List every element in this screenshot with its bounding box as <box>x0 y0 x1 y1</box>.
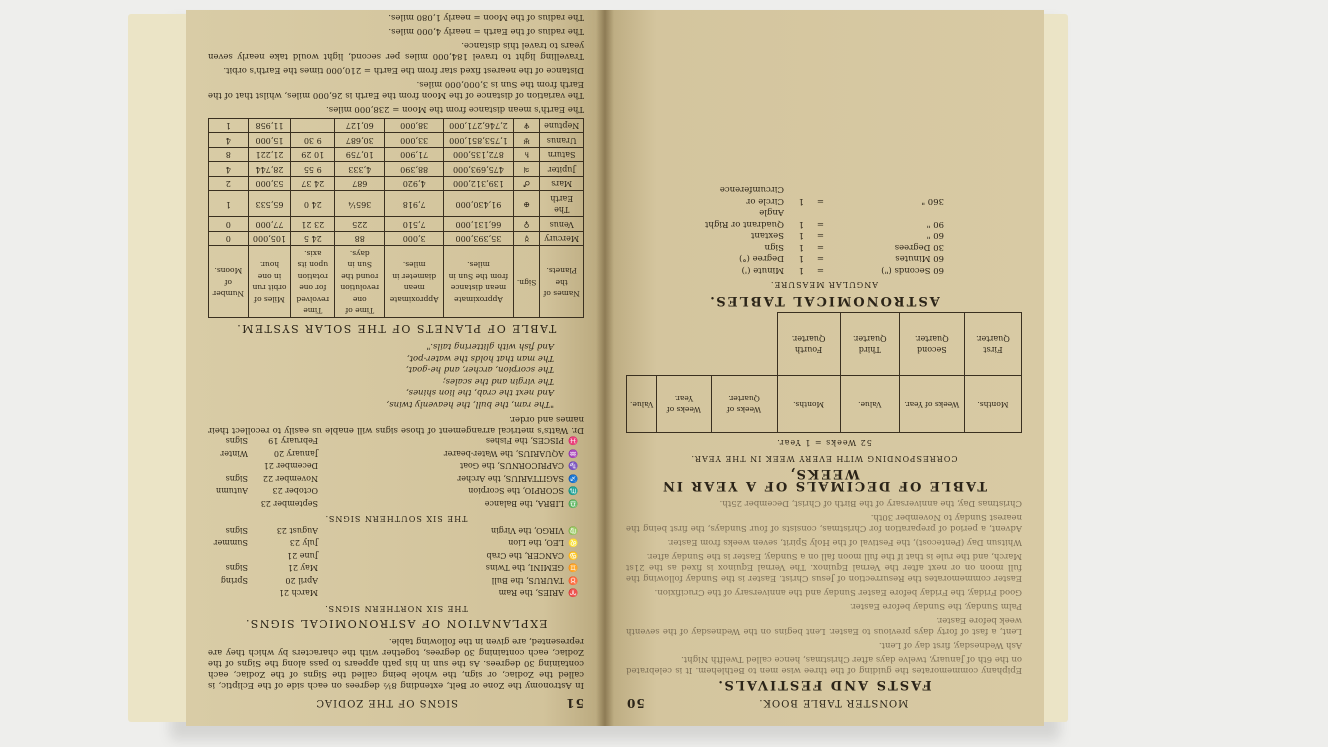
decimals-column-header: Value. <box>840 376 899 433</box>
quarter-label: Fourth Quarter. <box>777 313 840 376</box>
zodiac-symbol: ♒ <box>568 449 578 458</box>
planet-cell: 139,312,000 <box>444 177 514 192</box>
planet-cell: 91,430,000 <box>444 191 514 217</box>
angular-left: 60 Minutes <box>895 253 944 264</box>
planet-cell: 2,746,271,000 <box>444 119 514 134</box>
planet-cell: 24 37 <box>291 177 335 192</box>
zodiac-season: Spring <box>220 576 248 585</box>
zodiac-season: Signs <box>225 563 248 573</box>
planet-cell: 38,000 <box>385 119 444 134</box>
planet-cell: ♅ <box>513 133 540 148</box>
zodiac-date: April 20 <box>285 576 318 585</box>
angular-unit: Minute (') <box>741 265 784 275</box>
decimals-table <box>626 312 1022 433</box>
planet-cell: 30,687 <box>335 133 385 148</box>
fasts-heading: FASTS AND FESTIVALS. <box>716 677 932 693</box>
zodiac-symbol: ♐ <box>568 474 578 483</box>
planet-cell: 71,900 <box>385 148 444 163</box>
planet-cell: 60,127 <box>335 119 385 134</box>
angular-measure-list <box>704 183 944 275</box>
planet-cell: 8 <box>209 148 249 163</box>
planet-cell: 88 <box>335 232 385 247</box>
planet-cell: 21,221 <box>248 148 291 163</box>
planet-cell: 1 <box>209 191 249 217</box>
zodiac-symbol: ♉ <box>568 576 578 585</box>
angular-unit: Circle or Circumference <box>719 184 784 206</box>
planet-cell: 1,753,851,000 <box>444 133 514 148</box>
angular-equals: = <box>816 219 824 229</box>
planet-cell: 4,333 <box>335 162 385 177</box>
zodiac-date: December 21 <box>263 461 318 471</box>
angular-equals: = <box>816 242 824 252</box>
planet-cell: 7,918 <box>385 191 444 217</box>
angular-unit: Degree (°) <box>739 253 784 264</box>
planet-cell <box>291 119 335 134</box>
angular-equals: = <box>816 265 824 275</box>
planet-cell: 2 <box>209 177 249 192</box>
footnote: Distance of the nearest fixed star from the Earth = 210,000 times the Earth's orbit. <box>223 65 584 75</box>
decimals-note: 52 Weeks = 1 Year. <box>776 438 872 448</box>
planet-cell: 11,958 <box>248 119 291 134</box>
zodiac-date: January 20 <box>273 449 318 458</box>
planet-cell: Saturn <box>540 148 584 163</box>
poem-line: And next the crab, the lion shines, <box>405 387 554 398</box>
zodiac-symbol: ♑ <box>568 461 578 471</box>
angular-left: 30 Degrees <box>894 242 944 252</box>
planets-column-header: Time of one revolution round the Sun in days. <box>335 246 385 318</box>
zodiac-intro: In Astronomy the Zone or Belt, extending 8½ degrees on each side of the Ecliptic, is called the Zodiac, or sign, the whole being called the Signs of the Zodiac, each containing 30 degrees. As the sun in his path appears to pass along the Signs of the Zodiac, each containing 30 degrees, together with the characters by which they are represented, are given in the following table. <box>208 636 584 691</box>
footnote: The Earth's mean distance from the Moon = 238,000 miles. <box>326 104 584 114</box>
zodiac-name: TAURUS, the Bull <box>491 576 564 585</box>
angular-unit: Sign <box>764 242 784 252</box>
planet-cell: Uranus <box>540 133 584 148</box>
zodiac-poem <box>238 340 554 409</box>
planets-table-body <box>209 119 584 247</box>
planet-cell: Venus <box>540 217 584 232</box>
zodiac-date: June 21 <box>287 551 318 560</box>
zodiac-symbol: ♓ <box>568 436 578 446</box>
planet-row <box>209 191 584 217</box>
northern-heading: THE SIX NORTHERN SIGNS. <box>324 604 468 613</box>
angular-value: 1 <box>798 196 804 206</box>
planet-cell: Mercury <box>540 232 584 247</box>
zodiac-name: VIRGO, the Virgin <box>490 526 564 535</box>
angular-heading: ANGULAR MEASURE. <box>770 280 879 290</box>
book-gutter <box>596 10 614 726</box>
zodiac-symbol: ♎ <box>568 499 578 508</box>
planet-cell: 15,000 <box>248 133 291 148</box>
zodiac-date: February 19 <box>268 436 318 446</box>
angular-value: 1 <box>798 219 804 229</box>
planet-cell: 872,135,000 <box>444 148 514 163</box>
southern-heading: THE SIX SOUTHERN SIGNS. <box>324 514 468 524</box>
zodiac-date: November 22 <box>262 474 318 483</box>
zodiac-date: July 23 <box>289 538 318 548</box>
planet-row <box>209 133 584 148</box>
planet-cell: 9 55 <box>291 162 335 177</box>
planet-cell: 4 <box>209 162 249 177</box>
zodiac-season: Signs <box>225 526 248 535</box>
planet-cell: ♆ <box>513 119 540 134</box>
planet-cell: 365¼ <box>335 191 385 217</box>
right-running-head <box>626 697 1022 709</box>
zodiac-season <box>208 498 248 510</box>
footnote: The variation of distance of the Moon from the Earth is 26,000 miles, whilst that of the Earth from the Sun is 3,000,000 miles. <box>208 79 584 100</box>
planet-cell: 35,393,000 <box>444 232 514 247</box>
zodiac-date: August 23 <box>276 526 318 535</box>
angular-equals: = <box>816 230 824 241</box>
angular-value: 1 <box>798 265 804 275</box>
zodiac-symbol: ♈ <box>568 588 578 598</box>
planet-cell: 4 <box>209 133 249 148</box>
zodiac-date: May 21 <box>287 563 318 573</box>
quarter-label: Third Quarter. <box>840 313 899 376</box>
planet-cell: The Earth <box>540 191 584 217</box>
left-page-number: 51 <box>565 696 584 710</box>
planet-cell: Neptune <box>540 119 584 134</box>
planets-column-header: Approximate mean diameter in miles. <box>385 246 444 318</box>
angular-equals: = <box>816 196 824 206</box>
zodiac-symbol: ♏ <box>568 486 578 496</box>
decimals-row <box>627 313 1022 376</box>
zodiac-season: Signs <box>225 474 248 483</box>
planet-cell: 475,693,000 <box>444 162 514 177</box>
zodiac-name: CANCER, the Crab <box>486 551 564 560</box>
fasts-paragraph: Good Friday, the Friday before Easter Sunday and the anniversary of the Crucifixion. <box>654 587 1022 597</box>
planets-column-header: Approximate mean distance from the Sun in miles. <box>444 246 514 318</box>
planet-cell: 23 21 <box>291 217 335 232</box>
angular-unit: Quadrant or Right Angle <box>704 207 784 229</box>
zodiac-name: AQUARIUS, the Water-bearer <box>443 449 564 458</box>
planets-heading: TABLE OF PLANETS OF THE SOLAR SYSTEM. <box>235 322 557 335</box>
right-running-title: MONSTER TABLE BOOK. <box>758 697 909 708</box>
planets-column-header: Sign. <box>513 246 540 318</box>
planet-row <box>209 119 584 134</box>
decimals-column-header: Weeks of Year. <box>899 376 964 433</box>
zodiac-season: Signs <box>225 436 248 446</box>
fasts-paragraph: Lent, a fast of forty days previous to Easter. Lent begins on the Wednesday of the seventh week before Easter. <box>626 615 1022 636</box>
decimals-column-header: Months. <box>964 376 1021 433</box>
decimals-subheading: CORRESPONDING WITH EVERY WEEK IN THE YEAR. <box>690 454 958 463</box>
zodiac-name: LEO, the Lion <box>508 538 564 548</box>
right-page-number: 50 <box>626 696 645 710</box>
planet-cell: 0 <box>209 232 249 247</box>
fasts-paragraph: Advent, a period of preparation for Christmas, consists of four Sundays, the first being the nearest Sunday to November 30th. <box>626 512 1022 533</box>
planet-cell: 24 0 <box>291 191 335 217</box>
angular-left: 60 Seconds (") <box>881 265 944 275</box>
fasts-paragraph: Christmas Day, the anniversary of the Birth of Christ, December 25th. <box>719 498 1022 508</box>
poem-line: The scorpion, archer, and he-goat, <box>405 364 554 375</box>
planet-cell: ♄ <box>513 148 540 163</box>
planet-row <box>209 162 584 177</box>
planet-cell: 7,510 <box>385 217 444 232</box>
right-page-content <box>604 10 1044 726</box>
angular-value: 1 <box>798 253 804 264</box>
fasts-paragraph: Epiphany commemorates the guiding of the three wise men to Bethlehem. It is celebrated on the 6th of January, twelve days after Christmas, hence called Twelfth Night. <box>626 654 1022 675</box>
zodiac-symbol: ♌ <box>568 538 578 548</box>
quarter-label: Second Quarter. <box>899 313 964 376</box>
planet-cell: 4,920 <box>385 177 444 192</box>
planet-cell: 65,533 <box>248 191 291 217</box>
planet-cell: 0 <box>209 217 249 232</box>
planet-cell: 33,000 <box>385 133 444 148</box>
angular-value: 1 <box>798 242 804 252</box>
right-page <box>604 10 1044 726</box>
zodiac-season <box>208 460 248 472</box>
planet-cell: ⊕ <box>513 191 540 217</box>
zodiac-name: PISCES, the Fishes <box>485 436 564 446</box>
planet-cell: 1 <box>209 119 249 134</box>
zodiac-date: October 23 <box>272 486 318 496</box>
planet-row <box>209 148 584 163</box>
angular-equals: = <box>816 253 824 264</box>
zodiac-name: SCORPIO, the Scorpion <box>468 486 564 496</box>
zodiac-season <box>208 587 248 599</box>
planets-column-header: Miles of orbit run in one hour. <box>248 246 291 318</box>
planet-cell: Jupiter <box>540 162 584 177</box>
quarter-label: First Quarter. <box>964 313 1021 376</box>
zodiac-name: ARIES, the Ram <box>498 588 564 598</box>
poem-line: "The ram, the bull, the heavenly twins, <box>386 399 554 409</box>
planet-cell: 3,000 <box>385 232 444 247</box>
decimals-column-header: Months. <box>777 376 840 433</box>
zodiac-season: Autumn <box>215 486 248 496</box>
signs-heading: EXPLANATION OF ASTRONOMICAL SIGNS. <box>244 617 548 631</box>
northern-signs-list <box>208 525 578 599</box>
angular-value: 1 <box>798 230 804 241</box>
planet-cell: ♂ <box>513 177 540 192</box>
planet-cell: 24 5 <box>291 232 335 247</box>
planet-cell: 9 30 <box>291 133 335 148</box>
planet-cell: 53,000 <box>248 177 291 192</box>
zodiac-symbol: ♋ <box>568 551 578 560</box>
fasts-text <box>626 497 1022 675</box>
zodiac-name: CAPRICORNUS, the Goat <box>459 461 564 471</box>
planets-table <box>208 118 584 319</box>
planet-cell: 10,759 <box>335 148 385 163</box>
planet-row <box>209 177 584 192</box>
poem-line: And fish with glittering tails." <box>426 341 554 352</box>
planets-column-header: Names of the Planets. <box>540 246 584 318</box>
fasts-paragraph: Ash Wednesday, first day of Lent. <box>878 640 1022 650</box>
left-page <box>186 10 606 726</box>
planet-cell: 28,744 <box>248 162 291 177</box>
decimals-column-header: Value. <box>627 376 657 433</box>
angular-left: 60 " <box>926 230 944 241</box>
planet-cell: 687 <box>335 177 385 192</box>
zodiac-name: SAGITTARIUS, the Archer <box>457 474 564 483</box>
planet-cell: Mars <box>540 177 584 192</box>
footnote: The radius of the Earth = nearly 4,000 miles. <box>388 26 584 36</box>
angular-left: 360 " <box>921 196 944 206</box>
decimals-column-header: Weeks of Year. <box>657 376 711 433</box>
planet-row <box>209 232 584 247</box>
planet-cell: ♀ <box>513 217 540 232</box>
zodiac-season: Summer <box>213 538 248 548</box>
left-running-title: SIGNS OF THE ZODIAC <box>315 697 459 708</box>
planet-cell: 66,131,000 <box>444 217 514 232</box>
angular-unit: Sextant <box>750 230 784 241</box>
planet-cell: ♃ <box>513 162 540 177</box>
zodiac-date: September 23 <box>260 499 318 508</box>
planet-cell: 88,390 <box>385 162 444 177</box>
angular-left: 90 " <box>926 219 944 229</box>
fasts-paragraph: Palm Sunday, the Sunday before Easter. <box>849 601 1022 611</box>
poem-line: The virgin and the scales; <box>442 376 554 386</box>
planet-cell: 105,000 <box>248 232 291 247</box>
planet-cell: 10 29 <box>291 148 335 163</box>
decimals-heading: TABLE OF DECIMALS OF A YEAR IN WEEKS, <box>660 466 988 493</box>
planet-cell: 77,000 <box>248 217 291 232</box>
planets-table-header <box>209 246 584 318</box>
zodiac-name: GEMINI, the Twins <box>485 563 564 573</box>
decimals-table-body <box>627 313 1022 376</box>
planet-footnotes <box>208 11 584 114</box>
planets-column-header: Number of Moons. <box>209 246 249 318</box>
left-page-content <box>186 10 606 726</box>
decimals-column-header: Weeks of Quarter. <box>711 376 777 433</box>
planet-row <box>209 217 584 232</box>
footnote: The radius of the Moon = nearly 1,080 miles. <box>388 12 584 22</box>
fasts-paragraph: Easter commemorates the Resurrection of Jesus Christ. Easter is the Sunday following the full moon on or next after the Vernal Equinox. The Vernal Equinox is fixed as the 21st March, and the rule is that if the full moon fall on a Sunday, Easter is the Sunday after. <box>626 551 1022 583</box>
zodiac-symbol: ♍ <box>568 526 578 535</box>
planets-column-header: Time revolved for one rotation upon its axis. <box>291 246 335 318</box>
watts-note: Dr. Watts's metrical arrangement of those signs will enable us easily to recollect their names and order. <box>208 414 584 435</box>
footnote: Travelling light to travel 184,000 miles per second, light would take nearly seven years to travel this distance. <box>208 40 584 61</box>
astro-heading: ASTRONOMICAL TABLES. <box>708 293 940 308</box>
decimals-table-header <box>627 376 1022 433</box>
southern-signs-list <box>208 435 578 509</box>
zodiac-season: Winter <box>220 449 248 458</box>
zodiac-season <box>208 550 248 562</box>
planet-cell: 225 <box>335 217 385 232</box>
planet-cell: ☿ <box>513 232 540 247</box>
zodiac-symbol: ♊ <box>568 563 578 573</box>
fasts-paragraph: Whitsun Day (Pentecost), the Festival of the Holy Spirit, seven weeks from Easter. <box>667 537 1022 547</box>
zodiac-name: LIBRA, the Balance <box>484 499 564 508</box>
left-running-head <box>208 697 584 709</box>
poem-line: The man that holds the water-pot, <box>406 353 554 363</box>
zodiac-date: March 21 <box>278 588 318 598</box>
